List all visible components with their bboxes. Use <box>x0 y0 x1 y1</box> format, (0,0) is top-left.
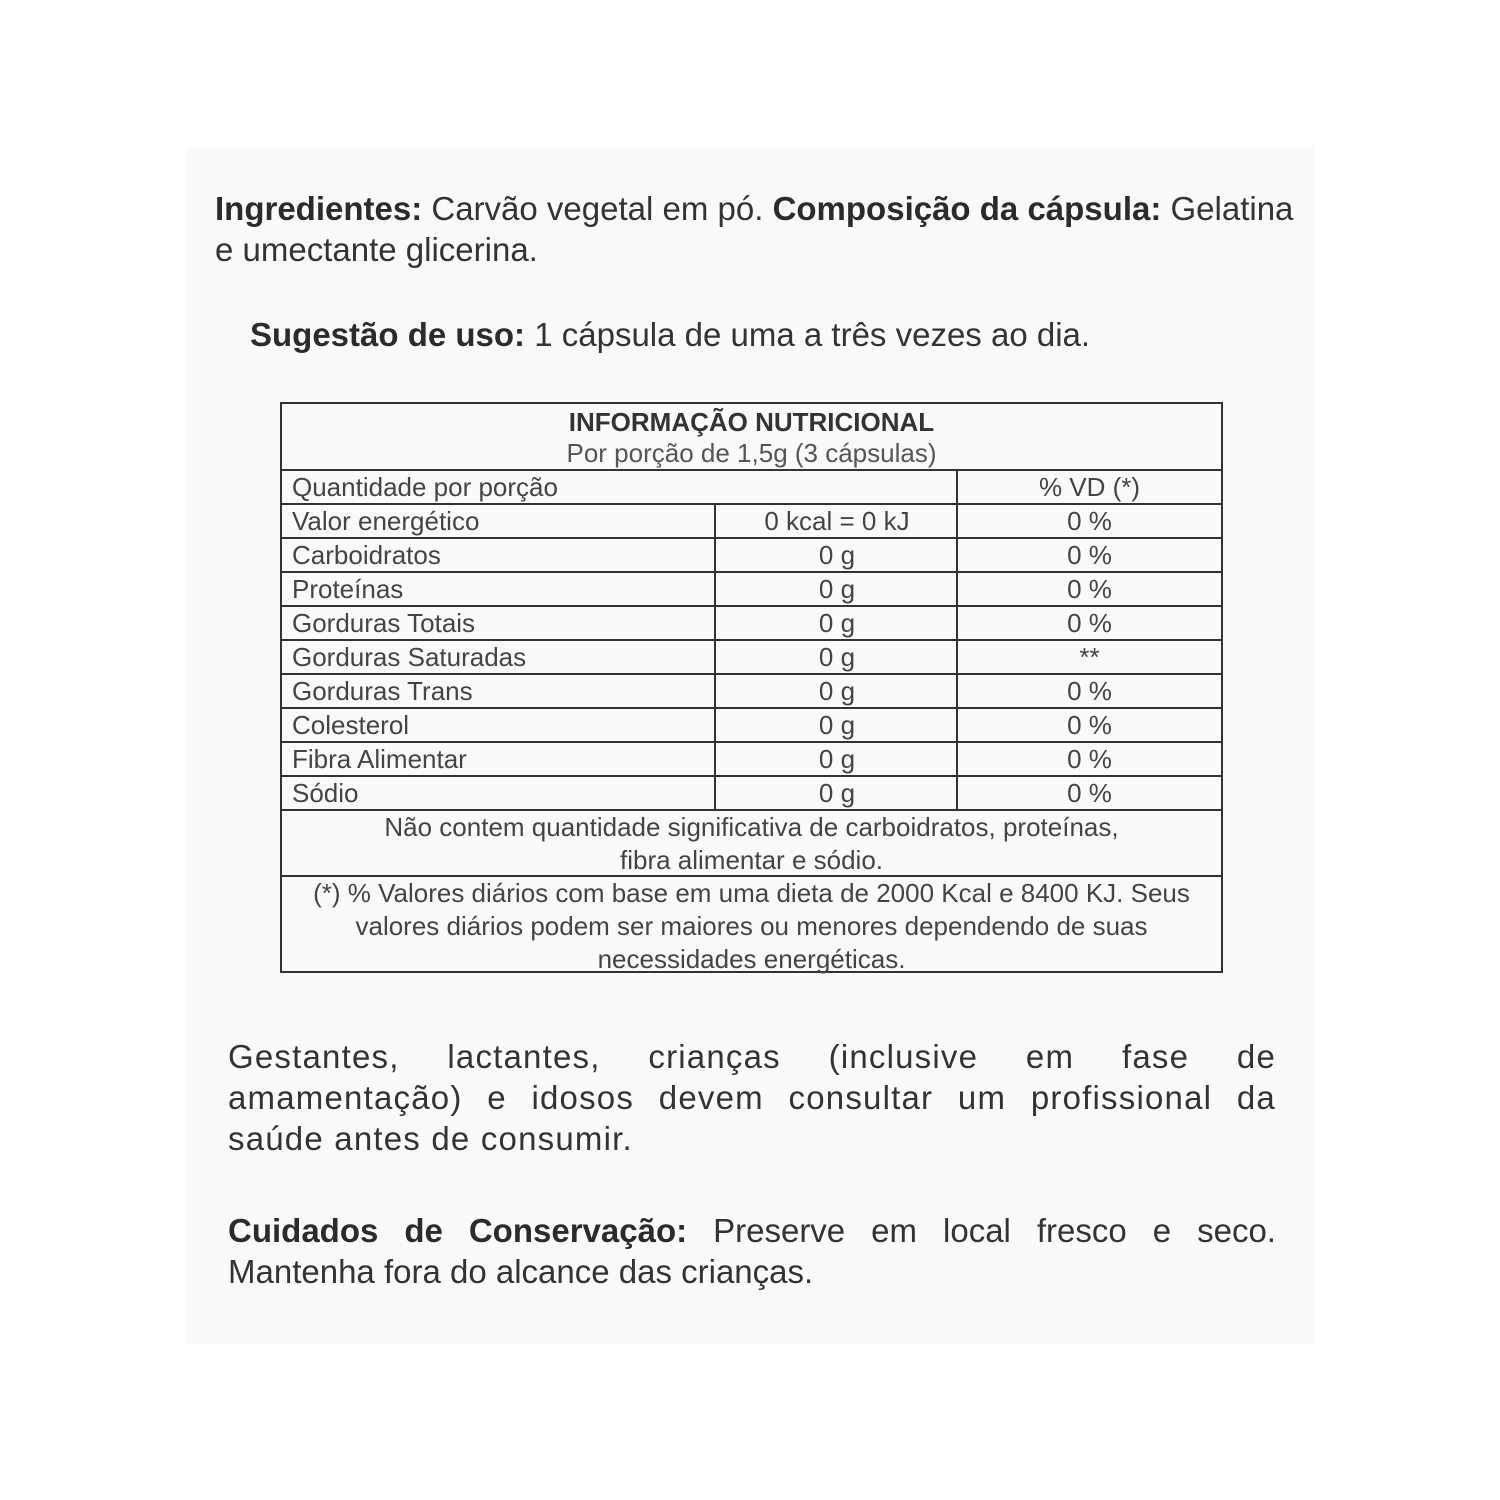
nutrient-amount: 0 g <box>714 675 958 707</box>
capsule-composition-text: Gelatina e umectante glicerina. <box>215 190 1294 268</box>
nutrient-amount: 0 g <box>714 641 958 673</box>
storage-paragraph <box>228 1210 1276 1292</box>
nutrient-amount: 0 g <box>714 743 958 775</box>
nutrient-label: Gorduras Trans <box>292 675 473 706</box>
ingredients-text: Carvão vegetal em pó. <box>422 190 773 227</box>
ingredients-paragraph <box>215 188 1305 270</box>
table-row <box>282 775 1221 809</box>
capsule-composition-label: Composição da cápsula: <box>772 190 1162 227</box>
nutrient-label: Sódio <box>292 777 359 808</box>
table-row <box>282 571 1221 605</box>
table-row <box>282 537 1221 571</box>
header-vd: % VD (*) <box>956 471 1221 503</box>
usage-text: 1 cápsula de uma a três vezes ao dia. <box>525 316 1091 353</box>
warning-paragraph: Gestantes, lactantes, crianças (inclusive em fase de amamentação) e idosos devem consultar um profissional da saúde antes de consumir. <box>228 1038 1276 1157</box>
header-row <box>282 469 1221 503</box>
table-row <box>282 605 1221 639</box>
nutrient-label: Colesterol <box>292 709 410 740</box>
ingredients-label: Ingredientes: <box>215 190 423 227</box>
storage-label: Cuidados de Conservação: <box>228 1212 688 1249</box>
table-row <box>282 707 1221 741</box>
nutrition-table <box>280 402 1223 973</box>
serving-size: Por porção de 1,5g (3 cápsulas) <box>566 438 937 468</box>
nutrient-label: Gorduras Totais <box>292 607 476 638</box>
nutrient-label: Carboidratos <box>292 539 441 570</box>
daily-values-note: (*) % Valores diários com base em uma dieta de 2000 Kcal e 8400 KJ. Seus valores diários podem ser maiores ou menores dependendo de suas necessidades energéticas. <box>313 878 1190 974</box>
nutrient-vd: 0 % <box>956 573 1221 605</box>
nutrient-vd: 0 % <box>956 743 1221 775</box>
nutrient-amount: 0 g <box>714 573 958 605</box>
nutrient-label: Fibra Alimentar <box>292 743 467 774</box>
nutrient-vd: 0 % <box>956 505 1221 537</box>
nutrient-label: Gorduras Saturadas <box>292 641 527 672</box>
nutrient-amount: 0 g <box>714 539 958 571</box>
nutrition-title: INFORMAÇÃO NUTRICIONAL <box>568 407 935 437</box>
storage-text: Preserve em local fresco e seco. Mantenha fora do alcance das crianças. <box>228 1212 1276 1290</box>
insignificant-note-row <box>282 809 1221 875</box>
nutrient-vd: ** <box>956 641 1221 673</box>
usage-label: Sugestão de uso: <box>250 316 526 353</box>
nutrient-vd: 0 % <box>956 777 1221 809</box>
nutrient-label: Valor energético <box>292 505 480 536</box>
table-row <box>282 639 1221 673</box>
header-label: Quantidade por porção <box>292 471 558 502</box>
nutrient-vd: 0 % <box>956 709 1221 741</box>
daily-values-note-row <box>282 875 1221 973</box>
table-row <box>282 741 1221 775</box>
insignificant-note: Não contem quantidade significativa de carboidratos, proteínas, fibra alimentar e sódio. <box>384 812 1119 875</box>
nutrient-vd: 0 % <box>956 539 1221 571</box>
nutrient-label: Proteínas <box>292 573 404 604</box>
nutrient-amount: 0 g <box>714 777 958 809</box>
usage-paragraph <box>250 314 1250 355</box>
nutrient-amount: 0 kcal = 0 kJ <box>714 505 958 537</box>
nutrient-amount: 0 g <box>714 709 958 741</box>
nutrient-vd: 0 % <box>956 607 1221 639</box>
nutrient-vd: 0 % <box>956 675 1221 707</box>
nutrient-amount: 0 g <box>714 607 958 639</box>
table-row <box>282 673 1221 707</box>
table-row <box>282 503 1221 537</box>
